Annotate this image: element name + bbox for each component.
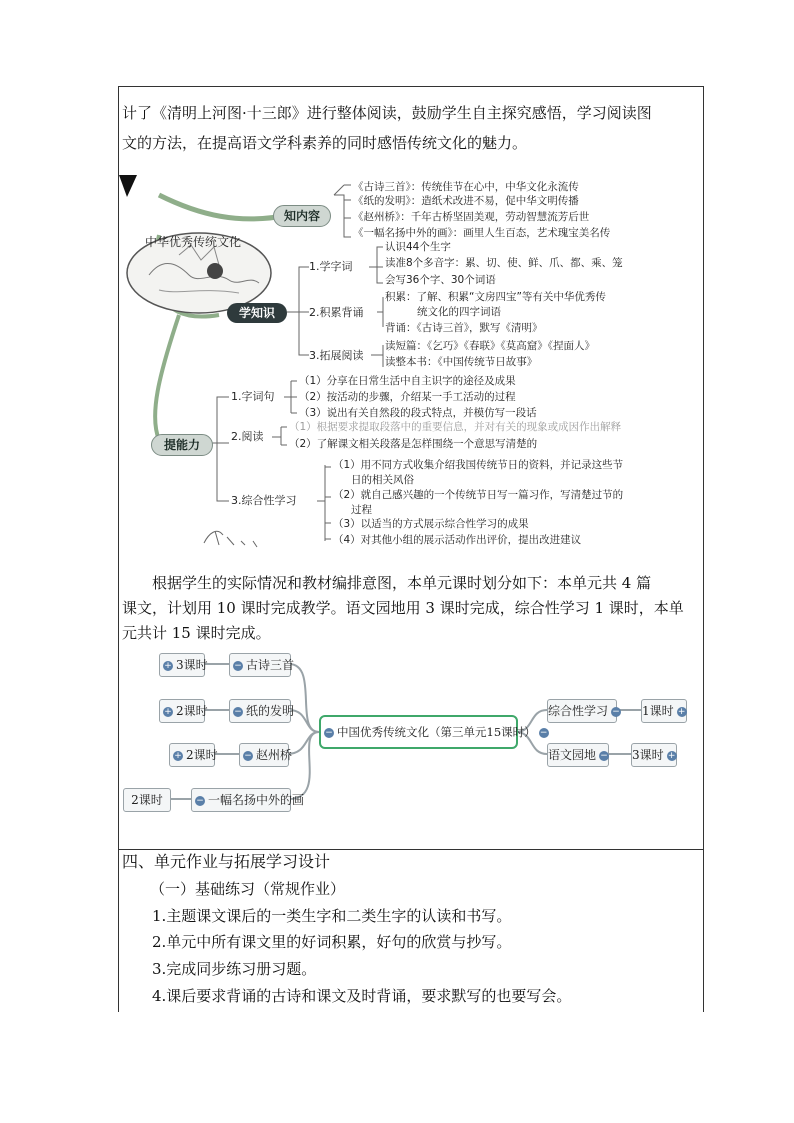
intro-line-2: 文的方法，在提高语文学科素养的同时感悟传统文化的魅力。 xyxy=(122,134,528,152)
hours-node[interactable]: + 2课时 xyxy=(169,743,215,767)
list-item: 3.完成同步练习册习题。 xyxy=(152,960,317,978)
learn-group-label: 2.积累背诵 xyxy=(309,306,364,319)
hours-center-node xyxy=(319,715,548,749)
hours-node[interactable]: 2课时 xyxy=(123,788,171,812)
topic-node[interactable]: − 赵州桥 xyxy=(239,743,289,767)
hours-node[interactable]: + 2课时 xyxy=(159,699,205,723)
unit-mindmap xyxy=(119,175,702,555)
expand-icon[interactable]: + xyxy=(164,707,172,717)
ability-group-label: 2.阅读 xyxy=(231,430,264,443)
section-heading: 四、单元作业与拓展学习设计 xyxy=(122,852,331,871)
list-item: 1.主题课文课后的一类生字和二类生字的认读和书写。 xyxy=(152,907,512,925)
hours-center-label: 中国优秀传统文化（第三单元15课时） xyxy=(337,725,536,739)
knowledge-content-badge: 知内容 xyxy=(273,205,331,227)
collapse-icon[interactable]: − xyxy=(196,796,204,806)
ability-group-label: 3.综合性学习 xyxy=(231,494,297,507)
collapse-icon[interactable]: − xyxy=(244,751,252,761)
ability-item: （1）根据要求提取段落中的重要信息，并对有关的现象或成因作出解释 xyxy=(289,421,622,433)
ability-item: 过程 xyxy=(351,504,372,516)
collapse-right-icon[interactable]: − xyxy=(539,728,548,738)
collapse-left-icon[interactable]: − xyxy=(325,728,333,738)
schedule-line-1: 根据学生的实际情况和教材编排意图，本单元课时划分如下：本单元共 4 篇 xyxy=(152,574,652,592)
hours-node[interactable]: 1课时 + xyxy=(641,699,687,723)
improve-ability-badge: 提能力 xyxy=(151,434,213,456)
ability-group-label: 1.字词句 xyxy=(231,390,275,403)
schedule-line-2: 课文，计划用 10 课时完成教学。语文园地用 3 课时完成，综合性学习 1 课时，本单 xyxy=(122,599,684,617)
intro-line-1: 计了《清明上河图·十三郎》进行整体阅读，鼓励学生自主探究感悟，学习阅读图 xyxy=(122,104,652,122)
table-row-divider xyxy=(118,849,703,850)
ability-item: （1）用不同方式收集介绍我国传统节日的资料，并记录这些节 xyxy=(333,459,624,471)
topic-node[interactable]: 综合性学习 − xyxy=(547,699,617,723)
ability-item: （2）就自己感兴趣的一个传统节日写一篇习作，写清楚过节的 xyxy=(333,489,624,501)
table-top-border xyxy=(118,86,703,87)
topic-node[interactable]: − 一幅名扬中外的画 xyxy=(191,788,291,812)
expand-icon[interactable]: + xyxy=(164,661,172,671)
ability-item: （2）按活动的步骤，介绍某一手工活动的过程 xyxy=(299,391,516,403)
learn-item: 积累：了解、积累“文房四宝”等有关中华优秀传 xyxy=(385,291,606,303)
learn-group-label: 3.拓展阅读 xyxy=(309,349,364,362)
knowledge-item: 《古诗三首》：传统佳节在心中，中华文化永流传 xyxy=(353,181,579,193)
ability-item: （3）说出有关自然段的段式特点，并模仿写一段话 xyxy=(299,407,537,419)
list-item: 2.单元中所有课文里的好词积累，好句的欣赏与抄写。 xyxy=(152,933,512,951)
topic-node[interactable]: − 纸的发明 xyxy=(229,699,291,723)
list-item: 4.课后要求背诵的古诗和课文及时背诵，要求默写的也要写会。 xyxy=(152,987,572,1005)
learn-group-label: 1.学字词 xyxy=(309,260,353,273)
topic-node[interactable]: − 古诗三首 xyxy=(229,653,291,677)
ability-item: （1）分享在日常生活中自主识字的途径及成果 xyxy=(299,375,516,387)
hours-node[interactable]: + 3课时 xyxy=(159,653,205,677)
knowledge-item: 《纸的发明》：造纸术改进不易，促中华文明传播 xyxy=(353,195,579,207)
section-subheading: （一）基础练习（常规作业） xyxy=(150,880,346,898)
learn-item: 背诵：《古诗三首》，默写《清明》 xyxy=(385,322,543,334)
lesson-hours-mindmap xyxy=(119,648,702,818)
learn-item: 统文化的四字词语 xyxy=(417,306,501,318)
expand-icon[interactable]: + xyxy=(667,751,676,761)
schedule-line-3: 元共计 15 课时完成。 xyxy=(122,624,271,642)
topic-node[interactable]: 语文园地 − xyxy=(547,743,609,767)
learn-knowledge-badge: 学知识 xyxy=(227,303,287,323)
learn-item: 认识44个生字 xyxy=(385,241,451,253)
learn-item: 读短篇：《乞巧》《春联》《莫高窟》《捏面人》 xyxy=(385,340,595,352)
learn-item: 会写36个字、30个词语 xyxy=(385,274,496,286)
expand-icon[interactable]: + xyxy=(174,751,182,761)
collapse-icon[interactable]: − xyxy=(234,707,242,717)
collapse-icon[interactable]: − xyxy=(600,751,608,761)
ability-item: （3）以适当的方式展示综合性学习的成果 xyxy=(333,518,529,530)
hours-node[interactable]: 3课时 + xyxy=(631,743,677,767)
ability-item: （4）对其他小组的展示活动作出评价，提出改进建议 xyxy=(333,534,582,546)
ability-item: （2）了解课文相关段落是怎样围绕一个意思写清楚的 xyxy=(289,438,538,450)
ability-item: 日的相关风俗 xyxy=(351,474,414,486)
knowledge-item: 《赵州桥》：千年古桥坚固美观，劳动智慧流芳后世 xyxy=(353,211,590,223)
collapse-icon[interactable]: − xyxy=(234,661,242,671)
collapse-icon[interactable]: − xyxy=(612,707,620,717)
knowledge-item: 《一幅名扬中外的画》：画里人生百态，艺术瑰宝美名传 xyxy=(353,227,611,239)
mindmap-center-title: 中华优秀传统文化 xyxy=(145,235,242,249)
expand-icon[interactable]: + xyxy=(677,707,686,717)
learn-item: 读准8个多音字：累、切、使、鲜、爪、都、乘、笼 xyxy=(385,257,623,269)
learn-item: 读整本书：《中国传统节日故事》 xyxy=(385,356,538,368)
